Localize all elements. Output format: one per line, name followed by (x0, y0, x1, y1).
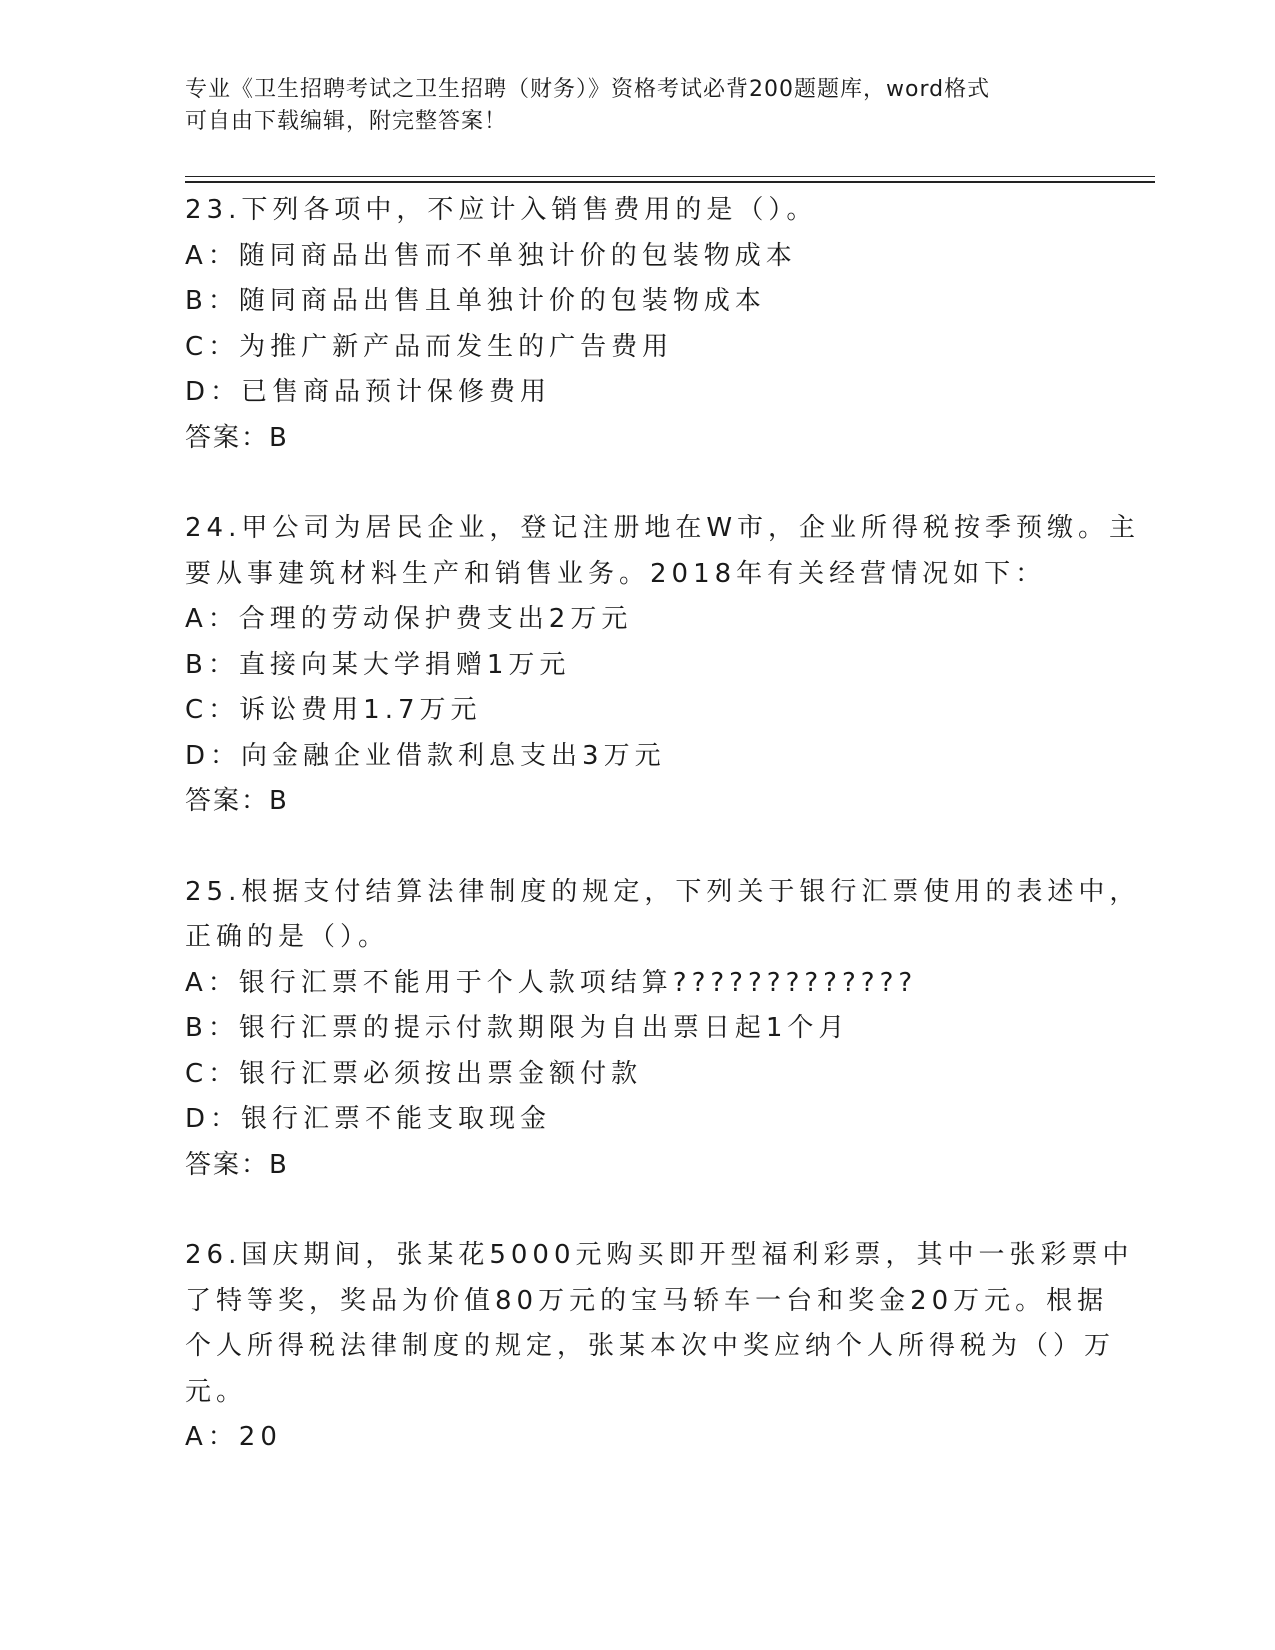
question-25 (185, 870, 1141, 1189)
question-stem: 元。 (185, 1376, 248, 1407)
question-stem: 25.根据支付结算法律制度的规定，下列关于银行汇票使用的表述中， (185, 876, 1141, 907)
option-a: A：随同商品出售而不单独计价的包装物成本 (185, 240, 797, 271)
header-divider (185, 176, 1155, 177)
option-a: A：20 (185, 1422, 282, 1452)
header-line: 专业《卫生招聘考试之卫生招聘（财务）》资格考试必背200题题库，word格式 (185, 77, 991, 102)
question-stem: 个人所得税法律制度的规定，张某本次中奖应纳个人所得税为（）万 (185, 1331, 1116, 1361)
answer-line: 答案：B (185, 786, 289, 816)
option-a: A：银行汇票不能用于个人款项结算????????????? (185, 967, 918, 998)
option-a: A：合理的劳动保护费支出2万元 (185, 604, 633, 634)
option-b: B：直接向某大学捐赠1万元 (185, 649, 571, 680)
option-c: C：为推广新产品而发生的广告费用 (185, 331, 674, 362)
answer-line: 答案：B (185, 422, 289, 453)
question-stem: 要从事建筑材料生产和销售业务。2018年有关经营情况如下： (185, 558, 1047, 589)
option-d: D：已售商品预计保修费用 (185, 377, 552, 407)
question-stem: 正确的是（）。 (185, 922, 390, 952)
question-26 (185, 1233, 1134, 1461)
question-stem: 24.甲公司为居民企业，登记注册地在W市，企业所得税按季预缴。主 (185, 513, 1141, 543)
option-c: C：诉讼费用1.7万元 (185, 695, 482, 725)
option-d: D：银行汇票不能支取现金 (185, 1104, 552, 1134)
question-stem: 26.国庆期间，张某花5000元购买即开型福利彩票，其中一张彩票中 (185, 1240, 1134, 1270)
header-line: 可自由下载编辑，附完整答案！ (185, 109, 508, 134)
question-stem: 了特等奖，奖品为价值80万元的宝马轿车一台和奖金20万元。根据 (185, 1285, 1109, 1316)
option-b: B：随同商品出售且单独计价的包装物成本 (185, 286, 766, 316)
question-stem: 23.下列各项中，不应计入销售费用的是（）。 (185, 195, 818, 225)
question-list (185, 188, 1141, 1506)
option-d: D：向金融企业借款利息支出3万元 (185, 740, 666, 771)
document-header (185, 74, 1085, 138)
question-23 (185, 188, 1085, 461)
header-divider (185, 181, 1155, 183)
option-b: B：银行汇票的提示付款期限为自出票日起1个月 (185, 1013, 850, 1043)
question-24 (185, 506, 1141, 825)
answer-line: 答案：B (185, 1149, 289, 1180)
option-c: C：银行汇票必须按出票金额付款 (185, 1058, 643, 1089)
